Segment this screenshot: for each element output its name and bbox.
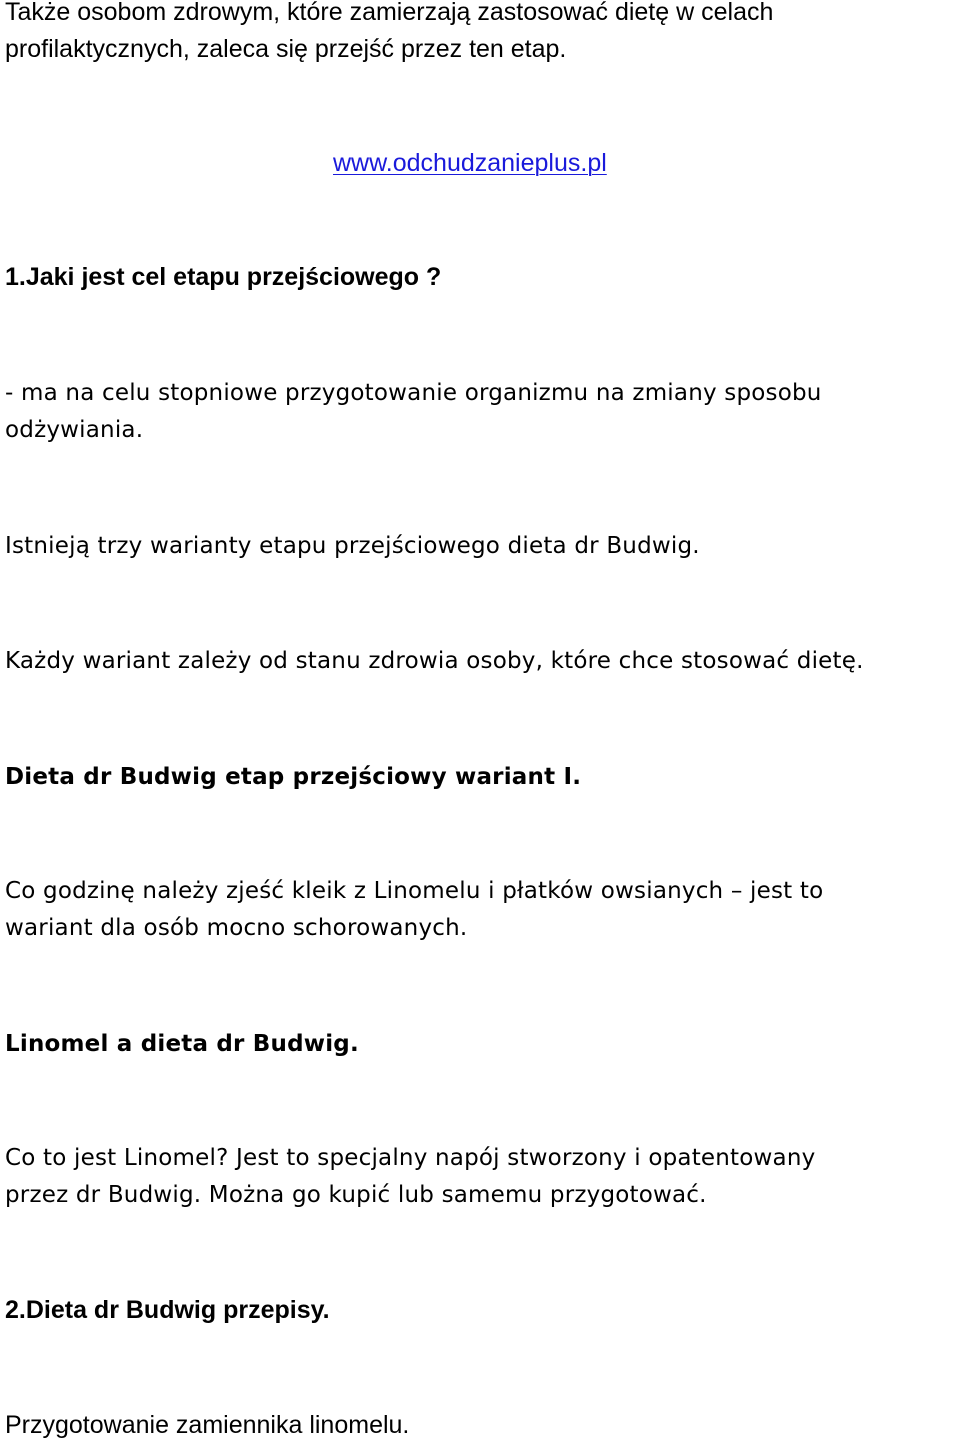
variants-count-text: Istnieją trzy warianty etapu przejściowego dieta dr Budwig.	[5, 533, 700, 559]
linomel-line-2: przez dr Budwig. Można go kupić lub samemu przygotować.	[5, 1182, 707, 1208]
variant-1-line-2: wariant dla osób mocno schorowanych.	[5, 915, 468, 941]
intro-line-1: Także osobom zdrowym, które zamierzają zastosować dietę w celach	[5, 0, 774, 26]
heading-linomel: Linomel a dieta dr Budwig.	[5, 1031, 359, 1057]
heading-goal: 1.Jaki jest cel etapu przejściowego ?	[5, 263, 442, 291]
goal-paragraph	[5, 375, 822, 449]
heading-variant-1: Dieta dr Budwig etap przejściowy wariant I.	[5, 764, 582, 790]
variants-depend-text: Każdy wariant zależy od stanu zdrowia osoby, które chce stosować dietę.	[5, 648, 864, 674]
final-text: Przygotowanie zamiennika linomelu.	[5, 1411, 410, 1439]
intro-line-2: profilaktycznych, zaleca się przejść przez ten etap.	[5, 35, 567, 63]
intro-paragraph	[5, 0, 773, 68]
heading-recipes: 2.Dieta dr Budwig przepisy.	[5, 1296, 330, 1324]
goal-line-1: - ma na celu stopniowe przygotowanie organizmu na zmiany sposobu	[5, 380, 822, 406]
site-link[interactable]: www.odchudzanieplus.pl	[333, 149, 607, 177]
variant-1-line-1: Co godzinę należy zjeść kleik z Linomelu i płatków owsianych – jest to	[5, 878, 824, 904]
variant-1-paragraph	[5, 873, 823, 947]
linomel-line-1: Co to jest Linomel? Jest to specjalny napój stworzony i opatentowany	[5, 1145, 816, 1171]
linomel-paragraph	[5, 1140, 815, 1214]
goal-line-2: odżywiania.	[5, 417, 144, 443]
